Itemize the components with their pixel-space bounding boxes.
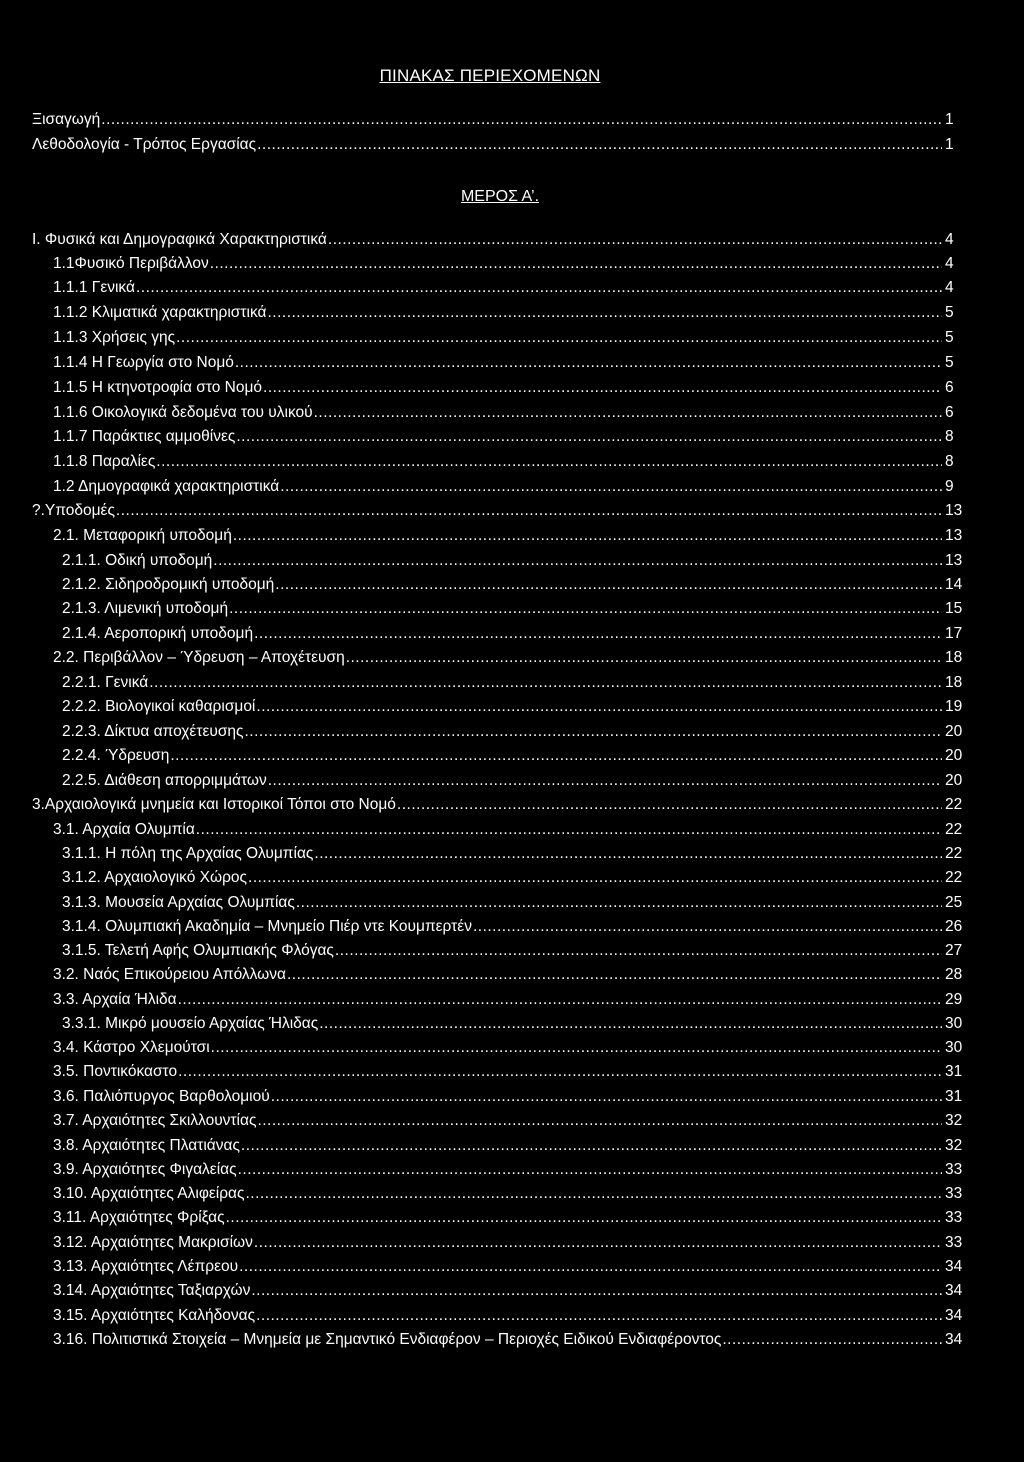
toc-entry[interactable] <box>62 551 963 571</box>
toc-entry-label: 3.1.4. Ολυμπιακή Ακαδημία – Μνημείο Πιέρ ντε Κουμπερτέν <box>62 918 472 935</box>
toc-entry-label: 1.1.1 Γενικά <box>53 279 135 296</box>
toc-entry[interactable] <box>53 254 954 274</box>
toc-entry[interactable] <box>62 893 963 913</box>
toc-entry[interactable] <box>53 1038 963 1058</box>
toc-entry-page-number: 34 <box>945 1331 963 1348</box>
toc-entry[interactable] <box>53 452 954 472</box>
toc-entry-page-number: 4 <box>945 279 954 296</box>
dot-leader <box>178 1062 942 1082</box>
toc-entry-page-number: 5 <box>945 354 954 371</box>
toc-entry-label: 2.2.5. Διάθεση απορριμμάτων <box>62 772 267 789</box>
dot-leader <box>257 1111 942 1131</box>
toc-entry[interactable] <box>53 278 954 298</box>
toc-entry-label: 1.1.7 Παράκτιες αμμοθίνες <box>53 428 236 445</box>
toc-entry[interactable] <box>53 1281 963 1301</box>
toc-entry-label: 3.2. Ναός Επικούρειου Απόλλωνα <box>53 966 286 983</box>
toc-entry-label: Λεθοδολογία - Τρόπος Εργασίας <box>32 136 257 153</box>
toc-entry[interactable] <box>53 378 954 398</box>
toc-entry-page-number: 31 <box>945 1063 963 1080</box>
toc-entry[interactable] <box>62 673 963 693</box>
toc-entry-label: 2.1.2. Σιδηροδρομική υποδομή <box>62 576 275 593</box>
toc-entry[interactable] <box>53 1208 963 1228</box>
toc-entry-page-number: 18 <box>945 649 963 666</box>
dot-leader <box>257 135 942 155</box>
toc-entry-label: 1.1.4 Η Γεωργία στο Νομό <box>53 354 234 371</box>
toc-entry-page-number: 13 <box>945 502 963 519</box>
toc-entry[interactable] <box>62 722 963 742</box>
toc-entry-page-number: 20 <box>945 747 963 764</box>
toc-entry[interactable] <box>53 477 954 497</box>
toc-entry[interactable] <box>62 599 963 619</box>
toc-entry-label: 1.1.5 Η κτηνοτροφία στο Νομό <box>53 379 263 396</box>
toc-entry-label: 3.1.2. Αρχαιολογικό Χώρος <box>62 869 248 886</box>
toc-entry[interactable] <box>53 1160 963 1180</box>
toc-entry-label: 3.4. Κάστρο Χλεμούτσι <box>53 1039 210 1056</box>
toc-entry[interactable] <box>53 990 963 1010</box>
toc-entry-page-number: 4 <box>945 231 954 248</box>
toc-entry-label: 1.1.8 Παραλίες <box>53 453 156 470</box>
dot-leader <box>314 844 942 864</box>
toc-entry[interactable] <box>32 230 954 250</box>
toc-entry-page-number: 34 <box>945 1307 963 1324</box>
toc-entry[interactable] <box>53 1330 963 1350</box>
page-title: ΠΙΝΑΚΑΣ ΠΕΡΙΕΧΟΜΕΝΩΝ <box>379 66 601 85</box>
toc-entry[interactable] <box>53 820 963 840</box>
toc-entry[interactable] <box>62 1014 963 1034</box>
toc-entry-page-number: 1 <box>945 136 954 153</box>
toc-entry[interactable] <box>32 795 963 815</box>
toc-entry-page-number: 13 <box>945 552 963 569</box>
dot-leader <box>176 328 942 348</box>
toc-entry-page-number: 20 <box>945 723 963 740</box>
toc-entry-page-number: 28 <box>945 966 963 983</box>
toc-entry-label: 3.3. Αρχαία Ήλιδα <box>53 991 177 1008</box>
toc-entry-page-number: 27 <box>945 942 963 959</box>
toc-entry-label: 1.1.2 Κλιματικά χαρακτηριστικά <box>53 304 267 321</box>
toc-entry-page-number: 19 <box>945 698 963 715</box>
dot-leader <box>213 551 942 571</box>
dot-leader <box>236 427 942 447</box>
toc-entry[interactable] <box>53 1111 963 1131</box>
toc-entry-label: 3.15. Αρχαιότητες Καλήδονας <box>53 1307 256 1324</box>
toc-entry-page-number: 15 <box>945 600 963 617</box>
toc-entry-page-number: 22 <box>945 845 963 862</box>
dot-leader <box>335 941 942 961</box>
dot-leader <box>328 230 942 250</box>
toc-entry-page-number: 34 <box>945 1258 963 1275</box>
dot-leader <box>156 452 942 472</box>
dot-leader <box>238 1160 942 1180</box>
toc-entry-label: 2.1.4. Αεροπορική υποδομή <box>62 625 254 642</box>
toc-entry-page-number: 9 <box>945 478 954 495</box>
dot-leader <box>136 278 942 298</box>
toc-entry-page-number: 18 <box>945 674 963 691</box>
dot-leader <box>235 353 942 373</box>
dot-leader <box>397 795 942 815</box>
dot-leader <box>256 697 942 717</box>
toc-entry-label: 2.1.1. Οδική υποδομή <box>62 552 213 569</box>
dot-leader <box>248 868 942 888</box>
toc-entry-page-number: 20 <box>945 772 963 789</box>
toc-entry-page-number: 22 <box>945 821 963 838</box>
toc-entry[interactable] <box>32 135 954 155</box>
toc-entry-page-number: 31 <box>945 1088 963 1105</box>
dot-leader <box>149 673 942 693</box>
dot-leader <box>314 403 942 423</box>
dot-leader <box>241 1136 942 1156</box>
toc-entry-label: 2.1. Μεταφορική υποδομή <box>53 527 232 544</box>
toc-entry-label: 3.7. Αρχαιότητες Σκιλλουντίας <box>53 1112 257 1129</box>
toc-entry-page-number: 1 <box>945 111 954 128</box>
toc-entry-label: 2.2.4. Ύδρευση <box>62 747 170 764</box>
toc-entry-page-number: 30 <box>945 1039 963 1056</box>
dot-leader <box>263 378 942 398</box>
dot-leader <box>722 1330 942 1350</box>
toc-entry-page-number: 17 <box>945 625 963 642</box>
toc-entry-label: 1.2 Δημογραφικά χαρακτηριστικά <box>53 478 280 495</box>
toc-entry-label: 3.Αρχαιολογικά μνημεία και Ιστορικοί Τόποι στο Νομό <box>32 796 396 813</box>
toc-entry-label: 1.1.3 Χρήσεις γης <box>53 329 176 346</box>
toc-entry-label: 3.10. Αρχαιότητες Αλιφείρας <box>53 1185 245 1202</box>
dot-leader <box>229 599 942 619</box>
dot-leader <box>254 624 942 644</box>
toc-entry[interactable] <box>32 110 954 130</box>
toc-entry[interactable] <box>62 697 963 717</box>
toc-entry-page-number: 30 <box>945 1015 963 1032</box>
toc-entry-page-number: 6 <box>945 379 954 396</box>
toc-entry-label: Ι. Φυσικά και Δημογραφικά Χαρακτηριστικά <box>32 231 327 248</box>
toc-entry-label: ?.Υποδομές <box>32 502 115 519</box>
toc-entry[interactable] <box>53 353 954 373</box>
toc-entry-page-number: 8 <box>945 453 954 470</box>
toc-entry-label: 3.1.3. Μουσεία Αρχαίας Ολυμπίας <box>62 894 295 911</box>
toc-entry-page-number: 4 <box>945 255 954 272</box>
toc-entry-label: 2.2. Περιβάλλον – Ύδρευση – Αποχέτευση <box>53 649 345 666</box>
dot-leader <box>239 1257 942 1277</box>
toc-entry-page-number: 32 <box>945 1112 963 1129</box>
dot-leader <box>211 1038 942 1058</box>
toc-entry-page-number: 22 <box>945 796 963 813</box>
toc-entry-label: 1.1.6 Οικολογικά δεδομένα του υλικού <box>53 404 313 421</box>
dot-leader <box>196 820 942 840</box>
dot-leader <box>280 477 942 497</box>
toc-entry-page-number: 34 <box>945 1282 963 1299</box>
toc-entry[interactable] <box>53 1087 963 1107</box>
toc-entry-label: 3.1.5. Τελετή Αφής Ολυμπιακής Φλόγας <box>62 942 334 959</box>
toc-entry-page-number: 22 <box>945 869 963 886</box>
toc-entry[interactable] <box>62 771 963 791</box>
dot-leader <box>275 575 942 595</box>
toc-entry[interactable] <box>62 917 963 937</box>
toc-entry[interactable] <box>53 648 963 668</box>
toc-entry-page-number: 25 <box>945 894 963 911</box>
toc-entry-page-number: 33 <box>945 1209 963 1226</box>
toc-entry[interactable] <box>62 844 963 864</box>
toc-entry[interactable] <box>53 403 954 423</box>
toc-entry-page-number: 6 <box>945 404 954 421</box>
toc-entry[interactable] <box>62 941 963 961</box>
toc-entry-label: 3.5. Ποντικόκαστο <box>53 1063 178 1080</box>
dot-leader <box>170 746 942 766</box>
dot-leader <box>246 1184 943 1204</box>
toc-entry[interactable] <box>53 1306 963 1326</box>
toc-entry[interactable] <box>53 427 954 447</box>
dot-leader <box>271 1087 942 1107</box>
toc-entry-label: 3.13. Αρχαιότητες Λέπρεου <box>53 1258 239 1275</box>
dot-leader <box>296 893 942 913</box>
dot-leader <box>116 501 942 521</box>
toc-entry[interactable] <box>53 965 963 985</box>
dot-leader <box>226 1208 942 1228</box>
dot-leader <box>268 771 942 791</box>
toc-entry[interactable] <box>53 1136 963 1156</box>
toc-entry-label: 3.16. Πολιτιστικά Στοιχεία – Μνημεία με Σημαντικό Ενδιαφέρον – Περιοχές Ειδικού Ενδιαφέροντος <box>53 1331 722 1348</box>
dot-leader <box>267 303 942 323</box>
toc-entry-page-number: 13 <box>945 527 963 544</box>
toc-entry[interactable] <box>53 303 954 323</box>
dot-leader <box>233 526 942 546</box>
dot-leader <box>287 965 942 985</box>
toc-entry-label: 3.14. Αρχαιότητες Ταξιαρχών <box>53 1282 251 1299</box>
toc-entry-label: 2.2.1. Γενικά <box>62 674 149 691</box>
dot-leader <box>210 254 942 274</box>
toc-entry-page-number: 5 <box>945 304 954 321</box>
toc-entry-page-number: 33 <box>945 1185 963 1202</box>
dot-leader <box>251 1281 942 1301</box>
toc-entry[interactable] <box>62 575 963 595</box>
toc-entry-label: 2.2.2. Βιολογικοί καθαρισμοί <box>62 698 256 715</box>
toc-entry[interactable] <box>53 1233 963 1253</box>
dot-leader <box>254 1233 942 1253</box>
toc-entry-page-number: 32 <box>945 1137 963 1154</box>
toc-entry[interactable] <box>62 624 963 644</box>
dot-leader <box>245 722 943 742</box>
toc-entry[interactable] <box>53 1062 963 1082</box>
dot-leader <box>178 990 942 1010</box>
toc-entry-page-number: 33 <box>945 1161 963 1178</box>
toc-entry-label: 3.9. Αρχαιότητες Φιγαλείας <box>53 1161 237 1178</box>
dot-leader <box>473 917 942 937</box>
toc-entry-page-number: 26 <box>945 918 963 935</box>
toc-entry[interactable] <box>53 328 954 348</box>
toc-entry-label: 3.1.1. Η πόλη της Αρχαίας Ολυμπίας <box>62 845 314 862</box>
toc-entry-label: 3.1. Αρχαία Ολυμπία <box>53 821 195 838</box>
toc-entry-page-number: 5 <box>945 329 954 346</box>
toc-entry-label: 3.12. Αρχαιότητες Μακρισίων <box>53 1234 253 1251</box>
toc-entry-label: 2.1.3. Λιμενική υποδομή <box>62 600 229 617</box>
toc-entry[interactable] <box>32 501 963 521</box>
toc-entry[interactable] <box>53 1184 963 1204</box>
dot-leader <box>319 1014 942 1034</box>
toc-entry-label: 3.11. Αρχαιότητες Φρίξας <box>53 1209 225 1226</box>
toc-entry-page-number: 14 <box>945 576 963 593</box>
dot-leader <box>101 110 942 130</box>
toc-entry-label: Ξισαγωγή <box>32 111 101 128</box>
dot-leader <box>346 648 942 668</box>
toc-entry-page-number: 33 <box>945 1234 963 1251</box>
toc-entry-page-number: 8 <box>945 428 954 445</box>
toc-entry-page-number: 29 <box>945 991 963 1008</box>
toc-entry-label: 3.3.1. Μικρό μουσείο Αρχαίας Ήλιδας <box>62 1015 319 1032</box>
toc-entry-label: 3.8. Αρχαιότητες Πλατιάνας <box>53 1137 240 1154</box>
toc-entry[interactable] <box>62 868 963 888</box>
toc-entry-label: 2.2.3. Δίκτυα αποχέτευσης <box>62 723 244 740</box>
toc-entry[interactable] <box>53 526 963 546</box>
dot-leader <box>256 1306 942 1326</box>
part-heading-text: ΜΕΡΟΣ Α’. <box>460 188 540 205</box>
toc-entry[interactable] <box>53 1257 963 1277</box>
toc-entry-label: 3.6. Παλιόπυργος Βαρθολομιού <box>53 1088 270 1105</box>
toc-entry[interactable] <box>62 746 963 766</box>
toc-entry-label: 1.1Φυσικό Περιβάλλον <box>53 255 209 272</box>
